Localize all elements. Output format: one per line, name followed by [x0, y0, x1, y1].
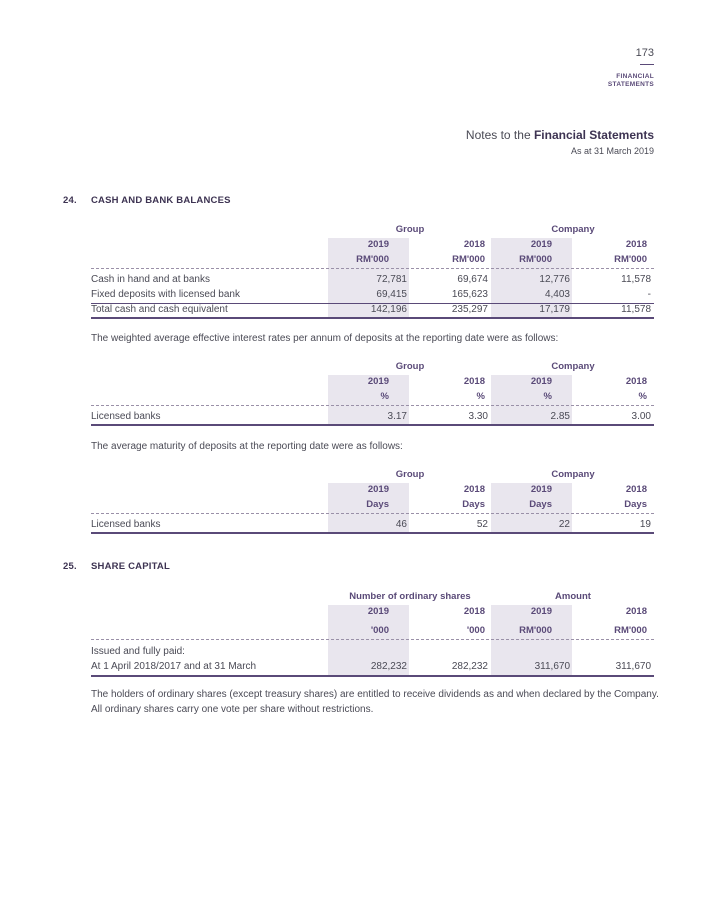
page-subtitle: As at 31 March 2019 — [570, 146, 654, 156]
cell-value: 72,781 — [376, 274, 407, 285]
row-label: Fixed deposits with licensed bank — [91, 289, 240, 300]
total-rule — [91, 317, 654, 319]
note-25-heading — [63, 561, 170, 572]
row-label: Licensed banks — [91, 411, 161, 422]
cell-value: 12,776 — [539, 274, 570, 285]
unit-header: RM'000 — [356, 254, 389, 265]
note-24-number: 24. — [63, 195, 77, 206]
year-header: 2018 — [463, 606, 485, 617]
page-title-bold: Financial Statements — [533, 128, 654, 142]
unit-header: Days — [529, 499, 552, 510]
unit-header: '000 — [370, 625, 389, 636]
table-row — [91, 289, 654, 304]
cell-value: 46 — [395, 519, 407, 530]
unit-header: '000 — [466, 625, 485, 636]
cell-value: 282,232 — [370, 661, 407, 672]
cell-value: 3.30 — [468, 411, 488, 422]
section-label-line2: STATEMENTS — [607, 81, 654, 88]
maturity-table — [91, 469, 654, 535]
year-header: 2018 — [463, 239, 485, 250]
row-label: Issued and fully paid: — [91, 646, 185, 657]
year-header: 2018 — [625, 239, 647, 250]
header-divider — [91, 513, 654, 514]
note-25-title: SHARE CAPITAL — [91, 561, 170, 572]
unit-header: % — [476, 391, 485, 402]
row-label: Licensed banks — [91, 519, 161, 530]
group-header: Group — [395, 224, 425, 235]
year-header: 2019 — [367, 376, 389, 387]
interest-rate-paragraph: The weighted average effective interest rates per annum of deposits at the reporting date were as follows: — [91, 333, 559, 344]
table-row — [91, 661, 654, 676]
shares-group-header: Number of ordinary shares — [349, 591, 471, 602]
cell-value: 165,623 — [451, 289, 488, 300]
cell-value: - — [647, 289, 651, 300]
row-caption — [91, 646, 654, 661]
group-header: Group — [395, 469, 425, 480]
cell-value: 3.00 — [631, 411, 651, 422]
unit-header: % — [638, 391, 647, 402]
cell-value: 4,403 — [544, 289, 570, 300]
maturity-paragraph: The average maturity of deposits at the reporting date were as follows: — [91, 441, 403, 452]
page-title — [466, 128, 654, 142]
cell-value: 3.17 — [387, 411, 407, 422]
cell-value: 235,297 — [451, 304, 488, 315]
note-25-number: 25. — [63, 561, 77, 572]
cell-value: 52 — [476, 519, 488, 530]
row-label: Cash in hand and at banks — [91, 274, 210, 285]
unit-header: % — [543, 391, 552, 402]
total-rule — [91, 675, 654, 677]
year-header: 2019 — [530, 484, 552, 495]
unit-header: RM'000 — [614, 625, 647, 636]
company-header: Company — [551, 361, 595, 372]
year-header: 2018 — [463, 484, 485, 495]
year-header: 2019 — [530, 606, 552, 617]
cell-value: 19 — [639, 519, 651, 530]
unit-header: Days — [366, 499, 389, 510]
company-header: Company — [551, 224, 595, 235]
cell-value: 2.85 — [550, 411, 570, 422]
page-title-prefix: Notes to the — [465, 128, 534, 142]
note-24-heading — [63, 195, 231, 206]
total-rule — [91, 532, 654, 534]
cell-value: 11,578 — [621, 274, 651, 285]
share-capital-paragraph: The holders of ordinary shares (except treasury shares) are entitled to receive dividends as and when declared by the Company. All ordinary shares carry one vote per share without restrictions. — [91, 689, 659, 715]
cell-value: 17,179 — [539, 304, 570, 315]
note-24-title: CASH AND BANK BALANCES — [91, 195, 231, 206]
year-header: 2018 — [625, 484, 647, 495]
unit-header: Days — [462, 499, 485, 510]
share-capital-table — [91, 591, 654, 677]
cell-value: 311,670 — [615, 661, 651, 672]
unit-header: RM'000 — [614, 254, 647, 265]
header-divider — [91, 639, 654, 640]
unit-header: RM'000 — [519, 625, 552, 636]
year-header: 2018 — [463, 376, 485, 387]
amount-group-header: Amount — [555, 591, 591, 602]
section-label-line1: FINANCIAL — [616, 73, 654, 80]
unit-header: Days — [624, 499, 647, 510]
table-row — [91, 274, 654, 289]
cell-value: 311,670 — [534, 661, 570, 672]
page-number: 173 — [635, 47, 654, 59]
cell-value: 282,232 — [451, 661, 488, 672]
cash-bank-balances-table — [91, 224, 654, 320]
unit-header: RM'000 — [452, 254, 485, 265]
year-header: 2018 — [625, 606, 647, 617]
year-header: 2019 — [530, 239, 552, 250]
row-label: At 1 April 2018/2017 and at 31 March — [91, 661, 257, 672]
year-header: 2019 — [367, 606, 389, 617]
unit-header: % — [380, 391, 389, 402]
cell-value: 11,578 — [621, 304, 651, 315]
unit-header: RM'000 — [519, 254, 552, 265]
header-divider — [91, 268, 654, 269]
year-header: 2018 — [625, 376, 647, 387]
page-number-rule — [640, 64, 654, 65]
company-header: Company — [551, 469, 595, 480]
interest-rate-table — [91, 361, 654, 427]
cell-value: 69,674 — [457, 274, 488, 285]
cell-value: 69,415 — [376, 289, 407, 300]
year-header: 2019 — [367, 239, 389, 250]
year-header: 2019 — [530, 376, 552, 387]
header-divider — [91, 405, 654, 406]
total-rule — [91, 424, 654, 426]
year-header: 2019 — [367, 484, 389, 495]
cell-value: 22 — [558, 519, 570, 530]
row-label: Total cash and cash equivalent — [91, 304, 228, 315]
cell-value: 142,196 — [370, 304, 407, 315]
section-label — [608, 73, 654, 89]
group-header: Group — [395, 361, 425, 372]
